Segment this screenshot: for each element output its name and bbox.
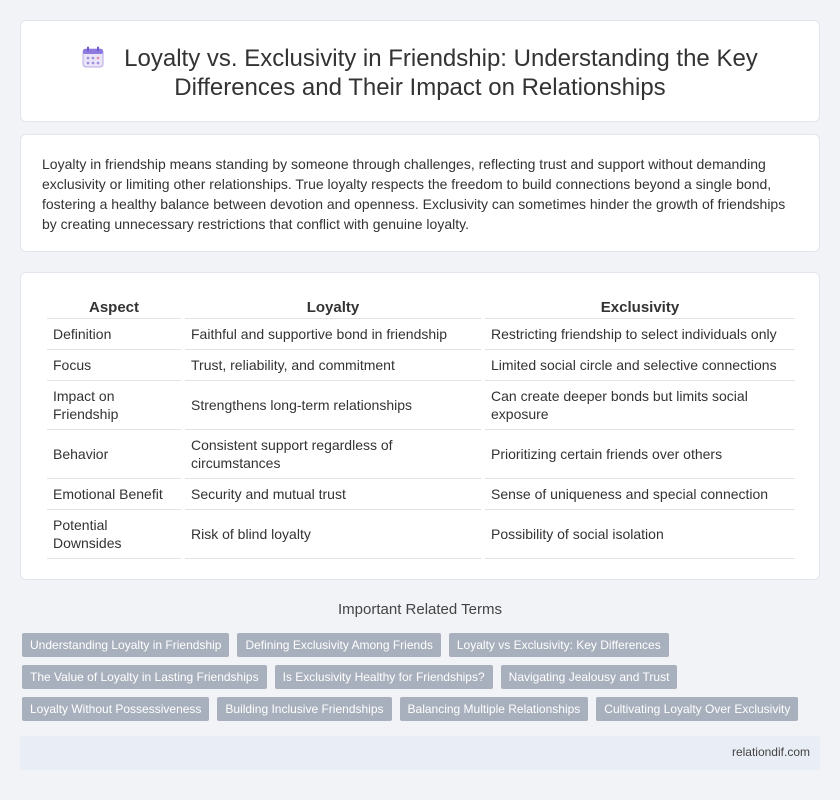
title-text: Loyalty vs. Exclusivity in Friendship: Understanding the Key Differences and Their Impact on Relationships: [124, 45, 758, 101]
aspect-cell: Behavior: [47, 430, 181, 479]
loyalty-cell: Strengthens long-term relationships: [185, 381, 481, 430]
aspect-cell: Focus: [47, 350, 181, 381]
table-row: [47, 510, 795, 559]
intro-card: [20, 134, 820, 252]
exclusivity-cell: Limited social circle and selective connections: [485, 350, 795, 381]
comparison-table: [43, 295, 799, 559]
related-term-tag[interactable]: Understanding Loyalty in Friendship: [22, 633, 229, 657]
exclusivity-cell: Prioritizing certain friends over others: [485, 430, 795, 479]
table-header-row: [47, 295, 795, 319]
loyalty-cell: Security and mutual trust: [185, 479, 481, 510]
related-term-tag[interactable]: Loyalty Without Possessiveness: [22, 697, 209, 721]
exclusivity-cell: Can create deeper bonds but limits social exposure: [485, 381, 795, 430]
column-header-loyalty: Loyalty: [185, 295, 481, 319]
table-row: [47, 319, 795, 350]
exclusivity-cell: Restricting friendship to select individuals only: [485, 319, 795, 350]
exclusivity-cell: Possibility of social isolation: [485, 510, 795, 559]
related-term-tag[interactable]: Loyalty vs Exclusivity: Key Differences: [449, 633, 669, 657]
column-header-exclusivity: Exclusivity: [485, 295, 795, 319]
column-header-aspect: Aspect: [47, 295, 181, 319]
aspect-cell: Definition: [47, 319, 181, 350]
related-terms-list: [22, 633, 802, 721]
intro-paragraph: Loyalty in friendship means standing by someone through challenges, reflecting trust and support without demanding exclusivity or limiting other relationships. True loyalty respects the freedom to build connections beyond a single bond, fostering a healthy balance between devotion and openness. Exclusivity can sometimes hinder the growth of friendships by creating unnecessary restrictions that conflict with genuine loyalty.: [42, 156, 786, 232]
loyalty-cell: Consistent support regardless of circumstances: [185, 430, 481, 479]
table-row: [47, 381, 795, 430]
table-row: [47, 350, 795, 381]
related-term-tag[interactable]: Building Inclusive Friendships: [217, 697, 391, 721]
aspect-cell: Impact on Friendship: [47, 381, 181, 430]
related-term-tag[interactable]: Is Exclusivity Healthy for Friendships?: [275, 665, 493, 689]
title-card: [20, 20, 820, 122]
loyalty-cell: Risk of blind loyalty: [185, 510, 481, 559]
calendar-icon: [82, 46, 104, 68]
related-term-tag[interactable]: Defining Exclusivity Among Friends: [237, 633, 440, 657]
related-terms-heading: Important Related Terms: [338, 601, 502, 618]
comparison-card: [20, 272, 820, 580]
loyalty-cell: Faithful and supportive bond in friendship: [185, 319, 481, 350]
footer: [20, 736, 820, 770]
related-term-tag[interactable]: Balancing Multiple Relationships: [400, 697, 589, 721]
page-title: [21, 44, 819, 102]
exclusivity-cell: Sense of uniqueness and special connection: [485, 479, 795, 510]
table-row: [47, 430, 795, 479]
table-row: [47, 479, 795, 510]
related-term-tag[interactable]: Navigating Jealousy and Trust: [501, 665, 678, 689]
loyalty-cell: Trust, reliability, and commitment: [185, 350, 481, 381]
site-link[interactable]: relationdif.com: [731, 745, 810, 759]
aspect-cell: Emotional Benefit: [47, 479, 181, 510]
related-term-tag[interactable]: Cultivating Loyalty Over Exclusivity: [596, 697, 798, 721]
aspect-cell: Potential Downsides: [47, 510, 181, 559]
related-term-tag[interactable]: The Value of Loyalty in Lasting Friendships: [22, 665, 267, 689]
